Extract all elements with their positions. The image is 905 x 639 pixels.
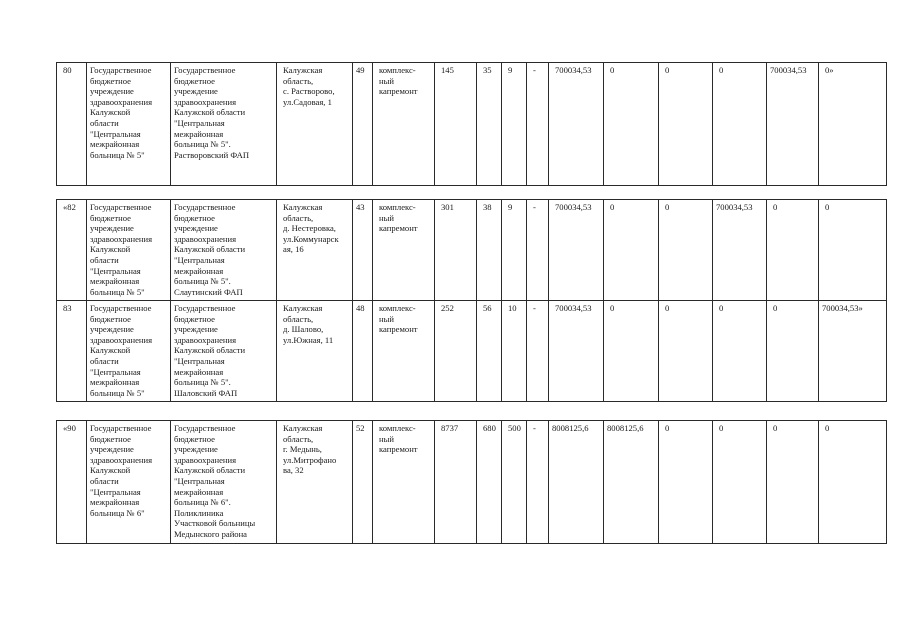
cell-col15: 0 bbox=[767, 200, 819, 301]
table-block-2 bbox=[56, 199, 887, 402]
facility-name: Государственное бюджетное учреждение здравоохранения Калужской области "Центральная межрайонная больница № 6". Поликлиника Участковой больницы Медынского района bbox=[171, 421, 277, 544]
facility-address: Калужская область, г. Медынь, ул.Митрофано ва, 32 bbox=[277, 421, 353, 544]
organization-name: Государственное бюджетное учреждение здравоохранения Калужской области "Центральная межрайонная больница № 5" bbox=[87, 200, 171, 301]
cell-col15: 0 bbox=[767, 421, 819, 544]
cell-col16: 0 bbox=[819, 200, 887, 301]
cell-col8: 56 bbox=[477, 301, 502, 402]
cell-col10: - bbox=[527, 301, 549, 402]
cell-col11: 700034,53 bbox=[549, 301, 604, 402]
cell-col16: 0 bbox=[819, 421, 887, 544]
table-row bbox=[57, 63, 887, 186]
work-type: комплекс- ный капремонт bbox=[373, 200, 435, 301]
facility-address: Калужская область, с. Растворово, ул.Садовая, 1 bbox=[277, 63, 353, 186]
build-year: 52 bbox=[353, 421, 373, 544]
cell-col14: 0 bbox=[713, 301, 767, 402]
facility-address: Калужская область, д. Нестеровка, ул.Коммунарск ая, 16 bbox=[277, 200, 353, 301]
cell-col9: 9 bbox=[502, 63, 527, 186]
cell-col8: 38 bbox=[477, 200, 502, 301]
cell-col7: 145 bbox=[435, 63, 477, 186]
cell-col14: 700034,53 bbox=[713, 200, 767, 301]
cell-col15: 0 bbox=[767, 301, 819, 402]
cell-col10: - bbox=[527, 421, 549, 544]
cell-col15: 700034,53 bbox=[767, 63, 819, 186]
organization-name: Государственное бюджетное учреждение здравоохранения Калужской области "Центральная межрайонная больница № 6" bbox=[87, 421, 171, 544]
work-type: комплекс- ный капремонт bbox=[373, 63, 435, 186]
row-number: «90 bbox=[57, 421, 87, 544]
cell-col7: 252 bbox=[435, 301, 477, 402]
cell-col12: 0 bbox=[604, 301, 659, 402]
cell-col13: 0 bbox=[659, 200, 713, 301]
cell-col12: 0 bbox=[604, 200, 659, 301]
table-block-1 bbox=[56, 62, 887, 186]
facility-name: Государственное бюджетное учреждение здравоохранения Калужской области "Центральная межрайонная больница № 5". Слаутинский ФАП bbox=[171, 200, 277, 301]
facility-address: Калужская область, д. Шалово, ул.Южная, 11 bbox=[277, 301, 353, 402]
cell-col16: 0» bbox=[819, 63, 887, 186]
organization-name: Государственное бюджетное учреждение здравоохранения Калужской области "Центральная межрайонная больница № 5" bbox=[87, 301, 171, 402]
row-number: 80 bbox=[57, 63, 87, 186]
build-year: 48 bbox=[353, 301, 373, 402]
table-row bbox=[57, 301, 887, 402]
cell-col7: 301 bbox=[435, 200, 477, 301]
row-number: 83 bbox=[57, 301, 87, 402]
cell-col7: 8737 bbox=[435, 421, 477, 544]
cell-col12: 8008125,6 bbox=[604, 421, 659, 544]
cell-col8: 680 bbox=[477, 421, 502, 544]
cell-col13: 0 bbox=[659, 63, 713, 186]
cell-col10: - bbox=[527, 63, 549, 186]
build-year: 49 bbox=[353, 63, 373, 186]
cell-col12: 0 bbox=[604, 63, 659, 186]
table-row bbox=[57, 421, 887, 544]
facility-name: Государственное бюджетное учреждение здравоохранения Калужской области "Центральная межрайонная больница № 5". Растворовский ФАП bbox=[171, 63, 277, 186]
facility-name: Государственное бюджетное учреждение здравоохранения Калужской области "Центральная межрайонная больница № 5". Шаловский ФАП bbox=[171, 301, 277, 402]
cell-col9: 500 bbox=[502, 421, 527, 544]
cell-col11: 8008125,6 bbox=[549, 421, 604, 544]
cell-col14: 0 bbox=[713, 421, 767, 544]
cell-col9: 9 bbox=[502, 200, 527, 301]
row-number: «82 bbox=[57, 200, 87, 301]
cell-col8: 35 bbox=[477, 63, 502, 186]
cell-col11: 700034,53 bbox=[549, 63, 604, 186]
cell-col13: 0 bbox=[659, 421, 713, 544]
work-type: комплекс- ный капремонт bbox=[373, 421, 435, 544]
cell-col14: 0 bbox=[713, 63, 767, 186]
cell-col10: - bbox=[527, 200, 549, 301]
organization-name: Государственное бюджетное учреждение здравоохранения Калужской области "Центральная межрайонная больница № 5" bbox=[87, 63, 171, 186]
table-block-3 bbox=[56, 420, 887, 544]
cell-col9: 10 bbox=[502, 301, 527, 402]
cell-col11: 700034,53 bbox=[549, 200, 604, 301]
work-type: комплекс- ный капремонт bbox=[373, 301, 435, 402]
build-year: 43 bbox=[353, 200, 373, 301]
cell-col16: 700034,53» bbox=[819, 301, 887, 402]
table-row bbox=[57, 200, 887, 301]
cell-col13: 0 bbox=[659, 301, 713, 402]
